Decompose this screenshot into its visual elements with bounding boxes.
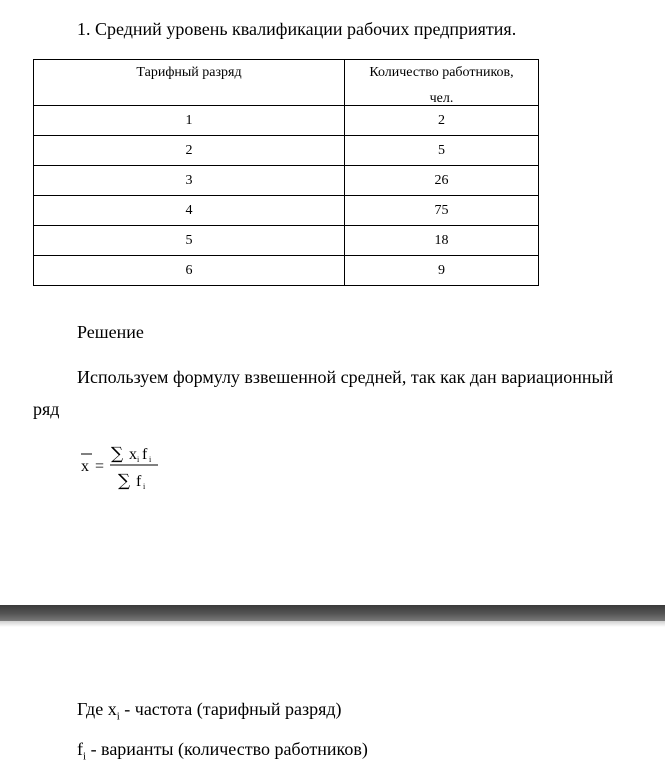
legend-where-line <box>77 697 342 729</box>
solution-text-line2: ряд <box>33 399 60 419</box>
page-divider <box>0 605 665 621</box>
denominator-f: f <box>136 473 142 490</box>
task-title: 1. Средний уровень квалификации рабочих предприятия. <box>77 19 517 39</box>
table-header-row <box>34 60 539 106</box>
numerator-x-sub: i <box>137 455 140 464</box>
header-workers-label-line1: Количество работников, <box>369 65 514 80</box>
cell-workers: 2 <box>345 106 539 136</box>
solution-text-line1: Используем формулу взвешенной средней, так как дан вариационный <box>77 367 614 387</box>
table-row <box>34 226 539 256</box>
legend-where-prefix: Где x <box>77 699 117 719</box>
cell-grade: 2 <box>34 136 345 166</box>
numerator-x: x <box>129 446 137 463</box>
cell-grade: 6 <box>34 256 345 286</box>
page-divider-shadow <box>0 621 665 627</box>
table-row <box>34 196 539 226</box>
header-workers-label-line2: чел. <box>429 91 454 106</box>
weighted-mean-formula <box>78 434 178 496</box>
denominator-f-sub: i <box>143 482 146 491</box>
numerator-f: f <box>142 446 148 463</box>
numerator-f-sub: i <box>149 455 152 464</box>
header-grade <box>34 60 345 106</box>
legend-f-prefix: f <box>77 739 83 759</box>
cell-workers: 26 <box>345 166 539 196</box>
grade-table <box>33 59 539 286</box>
cell-workers: 75 <box>345 196 539 226</box>
cell-workers: 18 <box>345 226 539 256</box>
cell-grade: 1 <box>34 106 345 136</box>
legend-f-line <box>77 737 368 769</box>
cell-grade: 5 <box>34 226 345 256</box>
legend-f-rest: - варианты (количество работников) <box>86 739 368 759</box>
cell-workers: 5 <box>345 136 539 166</box>
table-row <box>34 256 539 286</box>
solution-label: Решение <box>77 322 144 342</box>
denominator-sum-icon: ∑ <box>118 471 131 491</box>
legend-f-sub: i <box>83 750 87 763</box>
cell-grade: 3 <box>34 166 345 196</box>
legend-where-rest: - частота (тарифный разряд) <box>119 699 342 719</box>
header-grade-label: Тарифный разряд <box>136 65 242 80</box>
cell-grade: 4 <box>34 196 345 226</box>
formula-eq: = <box>95 458 105 475</box>
cell-workers: 9 <box>345 256 539 286</box>
table-row <box>34 106 539 136</box>
legend-where-sub: i <box>116 710 120 723</box>
formula-lhs: x <box>81 458 89 475</box>
table-row <box>34 166 539 196</box>
table-row <box>34 136 539 166</box>
numerator-sum-icon: ∑ <box>111 444 124 464</box>
header-workers <box>345 60 539 106</box>
